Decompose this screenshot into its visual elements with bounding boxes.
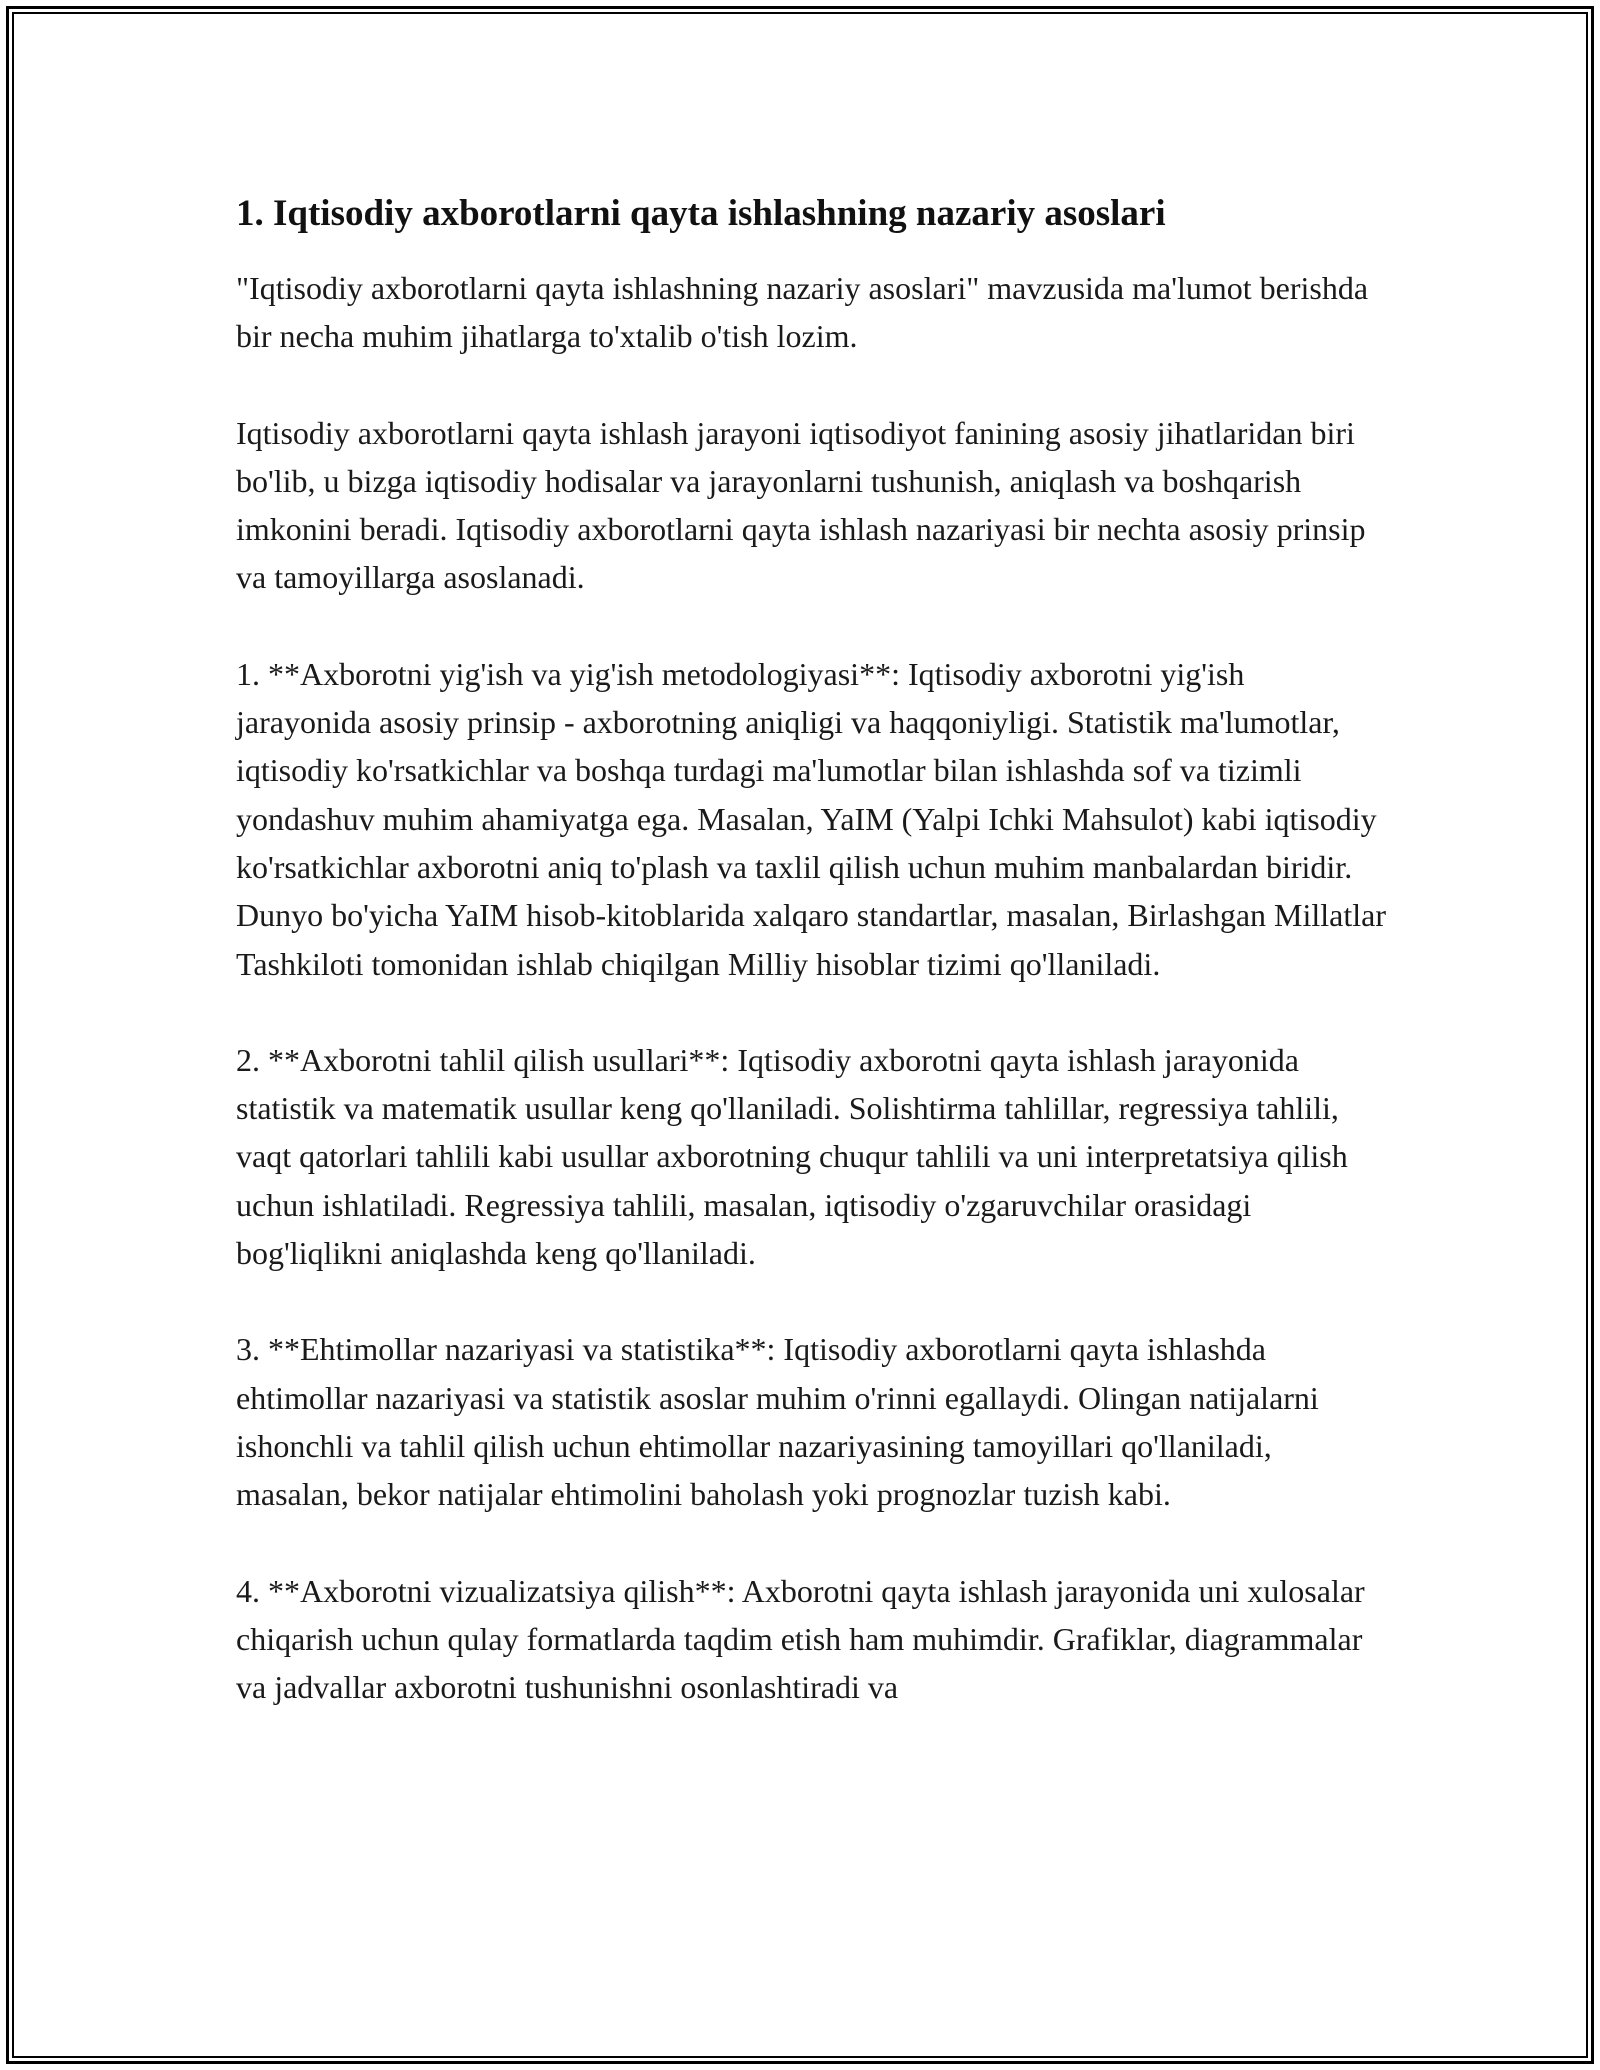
paragraph-item-2: 2. **Axborotni tahlil qilish usullari**: Iqtisodiy axborotni qayta ishlash jarayonida statistik va matematik usullar keng qo'llaniladi. Solishtirma tahlillar, regressiya tahlili, vaqt qatorlari tahlili kabi usullar axborotning chuqur tahlili va uni interpretatsiya qilish uchun ishlatiladi. Regressiya tahlili, masalan, iqtisodiy o'zgaruvchilar orasidagi bog'liqlikni aniqlashda keng qo'llaniladi.	[236, 1041, 1348, 1272]
paragraph-intro: "Iqtisodiy axborotlarni qayta ishlashning nazariy asoslari" mavzusida ma'lumot berishda bir necha muhim jihatlarga to'xtalib o'tish lozim.	[236, 270, 1369, 355]
document-body	[236, 188, 1386, 1711]
paragraph-item-4: 4. **Axborotni vizualizatsiya qilish**: Axborotni qayta ishlash jarayonida uni xulosalar chiqarish uchun qulay formatlarda taqdim etish ham muhimdir. Grafiklar, diagrammalar va jadvallar axborotni tushunishni osonlashtiradi va	[236, 1572, 1365, 1706]
paragraph-item-1: 1. **Axborotni yig'ish va yig'ish metodologiyasi**: Iqtisodiy axborotni yig'ish jarayonida asosiy prinsip - axborotning aniqligi va haqqoniyligi. Statistik ma'lumotlar, iqtisodiy ko'rsatkichlar va boshqa turdagi ma'lumotlar bilan ishlashda sof va tizimli yondashuv muhim ahamiyatga ega. Masalan, YaIM (Yalpi Ichki Mahsulot) kabi iqtisodiy ko'rsatkichlar axborotni aniq to'plash va taxlil qilish uchun muhim manbalardan biridir. Dunyo bo'yicha YaIM hisob-kitoblarida xalqaro standartlar, masalan, Birlashgan Millatlar Tashkiloti tomonidan ishlab chiqilgan Milliy hisoblar tizimi qo'llaniladi.	[236, 655, 1386, 982]
paragraph-overview: Iqtisodiy axborotlarni qayta ishlash jarayoni iqtisodiyot fanining asosiy jihatlaridan biri bo'lib, u bizga iqtisodiy hodisalar va jarayonlarni tushunish, aniqlash va boshqarish imkonini beradi. Iqtisodiy axborotlarni qayta ishlash nazariyasi bir nechta asosiy prinsip va tamoyillarga asoslanadi.	[236, 414, 1366, 596]
document-title: 1. Iqtisodiy axborotlarni qayta ishlashning nazariy asoslari	[236, 193, 1166, 234]
paragraph-item-3: 3. **Ehtimollar nazariyasi va statistika**: Iqtisodiy axborotlarni qayta ishlashda ehtimollar nazariyasi va statistik asoslar muhim o'rinni egallaydi. Olingan natijalarni ishonchli va tahlil qilish uchun ehtimollar nazariyasining tamoyillari qo'llaniladi, masalan, bekor natijalar ehtimolini baholash yoki prognozlar tuzish kabi.	[236, 1331, 1319, 1513]
